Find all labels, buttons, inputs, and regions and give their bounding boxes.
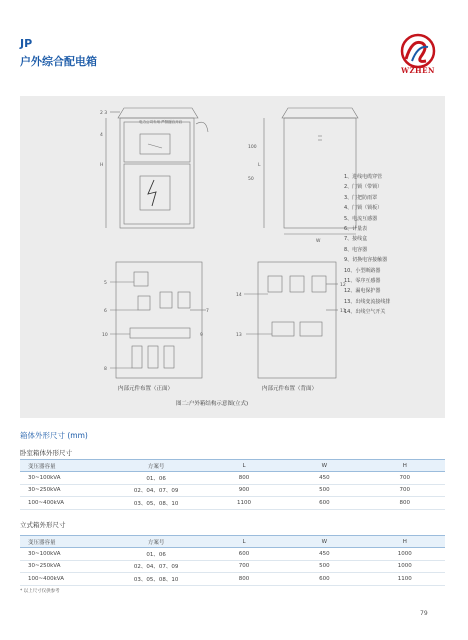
cell: 03、05、08、10 bbox=[108, 497, 203, 510]
dim-50: 50 bbox=[248, 177, 254, 182]
callout-14: 14 bbox=[236, 293, 242, 298]
col-scheme: 方案号 bbox=[108, 536, 203, 548]
meter-window bbox=[140, 134, 170, 154]
cell: 450 bbox=[284, 548, 364, 561]
cabinet-front bbox=[120, 118, 194, 228]
cell: 1100 bbox=[365, 573, 445, 586]
dim-100: 100 bbox=[248, 145, 257, 150]
legend-item: 7、接线盒 bbox=[344, 236, 368, 243]
page-title: 户外综合配电箱 bbox=[20, 55, 97, 68]
figure-caption: 图二:户外箱结构示意图(立式) bbox=[176, 401, 249, 407]
col-capacity: 变压器容量 bbox=[20, 536, 108, 548]
legend-item: 4、门锁（锁板） bbox=[344, 205, 383, 212]
internal-front bbox=[116, 262, 202, 378]
table-row bbox=[20, 548, 445, 561]
warning-sign bbox=[148, 180, 156, 206]
callout-5: 5 bbox=[104, 281, 107, 286]
col-L: L bbox=[204, 460, 284, 472]
cabinet-upper-door bbox=[124, 122, 190, 162]
cell: 100~400kVA bbox=[20, 573, 108, 586]
cell: 600 bbox=[284, 573, 364, 586]
cell: 600 bbox=[204, 548, 284, 561]
legend-item: 1、进线电缆穿管 bbox=[344, 174, 383, 180]
panel-text: 电力公司专用 严禁擅自开启 bbox=[139, 120, 183, 124]
col-capacity: 变压器容量 bbox=[20, 460, 108, 472]
legend-item: 8、电容器 bbox=[344, 246, 368, 253]
cell: 01、06 bbox=[108, 548, 203, 561]
table-row bbox=[20, 484, 445, 497]
cell: 800 bbox=[365, 497, 445, 510]
cell: 02、04、07、09 bbox=[108, 560, 203, 573]
col-scheme: 方案号 bbox=[108, 460, 203, 472]
cell: 01、06 bbox=[108, 472, 203, 485]
legend-item: 11、零序互感器 bbox=[344, 278, 381, 285]
cell: 30~250kVA bbox=[20, 560, 108, 573]
legend-item: 6、计量表 bbox=[344, 226, 368, 233]
cell: 30~100kVA bbox=[20, 548, 108, 561]
internal-back bbox=[258, 262, 336, 378]
col-H: H bbox=[365, 460, 445, 472]
table-row bbox=[20, 560, 445, 573]
front-caption: 内部元件布置（正面） bbox=[118, 386, 174, 392]
label-H: H bbox=[100, 163, 104, 168]
col-L: L bbox=[204, 536, 284, 548]
label-4: 4 bbox=[100, 133, 103, 138]
legend-item: 14、出线空气开关 bbox=[344, 309, 386, 316]
callout-9: 9 bbox=[200, 333, 203, 338]
product-code: JP bbox=[20, 37, 33, 50]
cabinet-roof bbox=[118, 108, 198, 118]
table-row bbox=[20, 573, 445, 586]
callout-10: 10 bbox=[102, 333, 108, 338]
horizontal-table-title: 卧室箱体外形尺寸 bbox=[20, 449, 72, 457]
rain-hood bbox=[196, 122, 208, 132]
table-row bbox=[20, 472, 445, 485]
cell: 02、04、07、09 bbox=[108, 484, 203, 497]
col-W: W bbox=[284, 460, 364, 472]
callout-7: 7 bbox=[206, 309, 209, 314]
back-caption: 内部元件布置（背面） bbox=[262, 386, 318, 392]
cell: 700 bbox=[365, 484, 445, 497]
horizontal-dimensions-table bbox=[20, 459, 445, 510]
callout-11: 11 bbox=[340, 309, 346, 314]
cell: 1100 bbox=[204, 497, 284, 510]
vertical-dimensions-table bbox=[20, 535, 445, 586]
table-header-row bbox=[20, 460, 445, 472]
cell: 700 bbox=[365, 472, 445, 485]
cell: 450 bbox=[284, 472, 364, 485]
label-2-3: 2 3 bbox=[100, 111, 108, 116]
col-H: H bbox=[365, 536, 445, 548]
cell: 600 bbox=[284, 497, 364, 510]
cell: 800 bbox=[204, 573, 284, 586]
cell: 03、05、08、10 bbox=[108, 573, 203, 586]
legend-item: 13、出线变流接线排 bbox=[344, 298, 391, 305]
legend-item: 3、门把防雨罩 bbox=[344, 194, 378, 201]
footnote: * 以上尺寸仅供参考 bbox=[20, 589, 60, 594]
col-W: W bbox=[284, 536, 364, 548]
cell: 30~250kVA bbox=[20, 484, 108, 497]
callout-12: 12 bbox=[340, 283, 346, 288]
callout-13: 13 bbox=[236, 333, 242, 338]
cell: 100~400kVA bbox=[20, 497, 108, 510]
table-header-row bbox=[20, 536, 445, 548]
callout-8: 8 bbox=[104, 367, 107, 372]
cell: 1000 bbox=[365, 560, 445, 573]
legend-item: 10、小型断路器 bbox=[344, 267, 381, 274]
cell: 700 bbox=[204, 560, 284, 573]
callout-6: 6 bbox=[104, 309, 107, 314]
legend-item: 2、门锁（带锁） bbox=[344, 184, 383, 191]
label-W: W bbox=[316, 239, 321, 244]
cell: 900 bbox=[204, 484, 284, 497]
cabinet-lower-door bbox=[124, 164, 190, 224]
component-legend bbox=[344, 172, 390, 318]
cell: 800 bbox=[204, 472, 284, 485]
section-title: 箱体外形尺寸 (mm) bbox=[20, 431, 88, 440]
cell: 500 bbox=[284, 560, 364, 573]
label-L: L bbox=[258, 163, 261, 168]
page-number: 79 bbox=[420, 610, 428, 617]
legend-item: 12、漏电保护器 bbox=[344, 288, 381, 295]
brand-logo-text: WZHEN bbox=[401, 66, 435, 75]
vertical-table-title: 立式箱外形尺寸 bbox=[20, 521, 66, 529]
table-row bbox=[20, 497, 445, 510]
legend-item: 9、切换电容接触器 bbox=[344, 257, 388, 264]
cell: 500 bbox=[284, 484, 364, 497]
legend-item: 5、电流互感器 bbox=[344, 215, 378, 222]
cell: 30~100kVA bbox=[20, 472, 108, 485]
cell: 1000 bbox=[365, 548, 445, 561]
